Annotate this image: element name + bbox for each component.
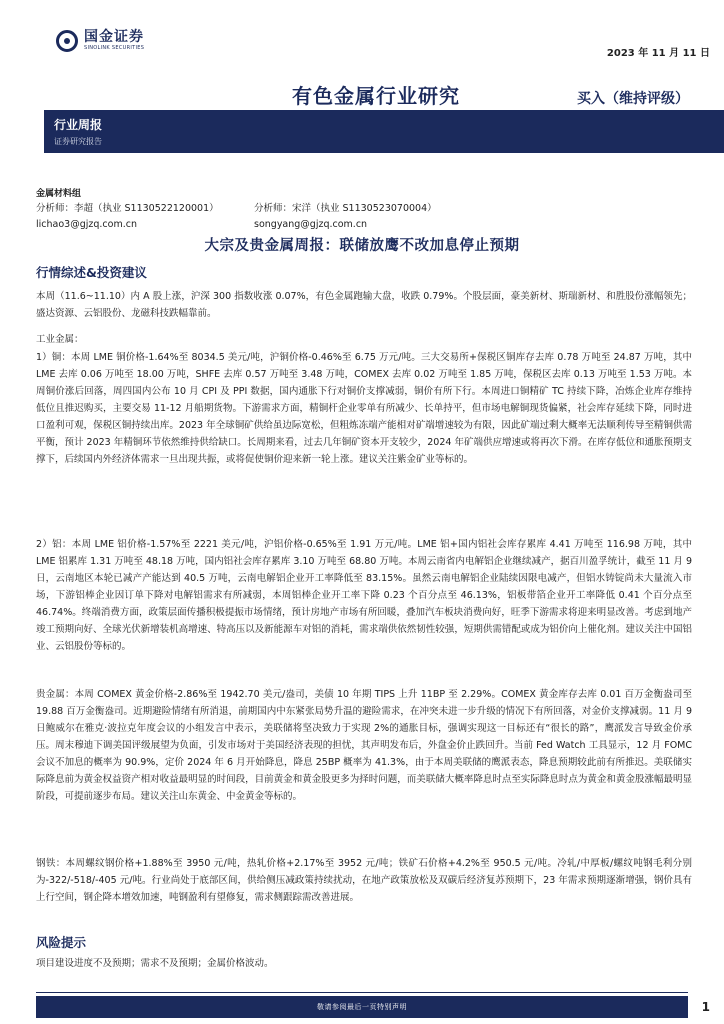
footer-divider — [36, 992, 688, 993]
steel-paragraph: 钢铁：本周螺纹钢价格+1.88%至 3950 元/吨，热轧价格+2.17%至 3952 元/吨；铁矿石价格+4.2%至 950.5 元/吨。冷轧/中厚板/螺纹吨钢毛利分别为-322/-518/-405 元/吨。行业尚处于底部区间，供给侧压减政策持续扰动，在地产政策放松及双碳后经济复苏预期下，23 年需求预期逐渐增强，钢价具有上行空间，钢企降本增效加速，吨钢盈利有望修复，需求侧跟踪需改善进展。 — [36, 858, 692, 903]
footer-disclaimer: 敬请参阅最后一页特别声明 — [317, 1003, 407, 1011]
aluminum-paragraph: 2）铝：本周 LME 铝价格-1.57%至 2221 美元/吨，沪铝价格-0.65%至 1.91 万元/吨。LME 铝+国内铝社会库存累库 4.41 万吨至 116.98 万吨，其中 LME 铝累库 1.31 万吨至 48.18 万吨，国内铝社会库存累库 3.10 万吨至 68.80 万吨。本周云南省内电解铝企业继续减产，据百川盈孚统计，截至 11 月 9 日，云南地区本轮已减产产能达到 40.5 万吨，云南电解铝企业开工率降低至 83.15%。虽然云南电解铝企业陆续因限电减产，但铝水铸锭尚未大量流入市场，下游铝棒企业因订单下降对电解铝需求有所减弱，本周铝棒企业开工率下降 0.23 个百分点至 46.13%，铝板带箔企业开工率降低 0.41 个百分点至 46.74%。终端消费方面，政策层面传播积极提振市场情绪，预计房地产市场有所回暖，叠加汽车板块消费向好，旺季下游需求将迎来明显改善。考虑到地产竣工预期向好、全球光伏新增装机高增速、特高压以及新能源车对铝的消耗，需求端供依然韧性较强，短期供需错配或成为铝价向上催化剂。建议关注中国铝业、云铝股份等标的。 — [36, 539, 692, 652]
report-headline: 大宗及贵金属周报：联储放鹰不改加息停止预期 — [204, 238, 520, 254]
company-logo — [56, 30, 144, 52]
report-date: 2023 年 11 月 11 日 — [606, 48, 710, 59]
risk-paragraph: 项目建设进度不及预期；需求不及预期；金属价格波动。 — [36, 958, 274, 969]
analyst-1: 分析师：李超（执业 S1130522120001） — [36, 203, 219, 214]
analyst-group: 金属材料组 — [36, 189, 82, 199]
analyst-1-email[interactable]: lichao3@gjzq.com.cn — [36, 219, 137, 230]
report-title: 有色金属行业研究 — [292, 84, 460, 108]
analyst-2-email[interactable]: songyang@gjzq.com.cn — [254, 219, 368, 230]
report-type-banner — [44, 110, 724, 153]
overview-paragraph: 本周（11.6~11.10）内 A 股上涨，沪深 300 指数收涨 0.07%，有色金属跑输大盘，收跌 0.79%。个股层面，豪美新材、斯瑞新材、和胜股份涨幅领先；盛达资源、云铝股份、龙磁科技跌幅靠前。 — [36, 291, 692, 319]
section-title-overview: 行情综述&投资建议 — [36, 265, 147, 280]
analyst-2: 分析师：宋洋（执业 S1130523070004） — [254, 203, 437, 214]
report-type: 行业周报 — [54, 118, 103, 132]
industrial-metals-label: 工业金属： — [36, 334, 84, 345]
rating-label: 买入（维持评级） — [577, 91, 689, 107]
analyst-info — [36, 186, 437, 233]
section-title-risk: 风险提示 — [36, 935, 87, 950]
copper-paragraph: 1）铜：本周 LME 铜价格-1.64%至 8034.5 美元/吨，沪铜价格-0.46%至 6.75 万元/吨。三大交易所+保税区铜库存去库 0.78 万吨至 24.87 万吨，其中 LME 去库 0.06 万吨至 18.00 万吨，SHFE 去库 0.57 万吨至 3.48 万吨，COMEX 去库 0.02 万吨至 1.85 万吨，保税区去库 0.13 万吨至 1.53 万吨。本周铜价涨后回落，周四国内公布 10 月 CPI 及 PPI 数据，国内通胀下行对铜价支撑减弱，铜价有所下行。本周进口铜精矿 TC 持续下降，冶炼企业库存维持低位且推迟购买，主要交易 11-12 月船期货物。下游需求方面，精铜杆企业零单有所减少、长单持平，但市场电解铜现货偏紧，社会库存延续下降，同时进口盈利可观，保税区铜持续出库。2023 年全球铜矿供给虽边际宽松，但粗炼冻端产能相对矿端增速较为有限，因此矿端过剩大概率无法顺利传导至精铜供需平衡，预计 2023 年精铜环节依然维持供给缺口。长周期来看，过去几年铜矿资本开支较少，2024 年矿端供应增速或将再次下滑。在库存低位和通胀预期支撑下，后续国内外经济体需求一旦出现共振，或将促使铜价迎来新一轮上涨。建议关注紫金矿业等标的。 — [36, 352, 692, 465]
precious-metals-paragraph: 贵金属：本周 COMEX 黄金价格-2.86%至 1942.70 美元/盎司，美债 10 年期 TIPS 上升 11BP 至 2.29%。COMEX 黄金库存去库 0.01 百万金衡盎司至 19.88 百万金衡盎司。近期避险情绪有所消退，前期国内中东紧张局势升温的避险需求，在冲突未进一步升级的情况下有所回落，对金价支撑减弱。11 月 9 日鲍威尔在雅克·波拉克年度会议的小组发言中表示，美联储将坚决致力于实现 2%的通胀目标，强调实现这一目标还有“很长的路”，鹰派发言导致金价承压。周末穆迪下调美国评级展望为负面，引发市场对于美国经济表现的担忧，其声明发布后，外盘金价止跌回升。当前 Fed Watch 工具显示，12 月 FOMC 会议不加息的概率为 90.9%，定价 2024 年 6 月开始降息，降息 25BP 概率为 41.3%，由于本周美联储的鹰派表态，降息预期较此前有所推迟。美联储实际降息前为黄金权益资产相对收益最明显的时间段，目前黄金和黄金股更多为择时问题，而美联储大概率降息时点至实际降息时点为黄金和黄金股涨幅最明显阶段，可提前逐步布局。建议关注山东黄金、中金黄金等标的。 — [36, 689, 692, 802]
logo-name-en: SINOLINK SECURITIES — [84, 45, 145, 51]
footer-bar — [36, 996, 688, 1018]
report-subtype: 证券研究报告 — [54, 137, 102, 146]
logo-name-cn: 国金证券 — [84, 29, 144, 45]
page-number: 1 — [701, 1000, 710, 1014]
logo-mark-icon — [56, 30, 78, 52]
